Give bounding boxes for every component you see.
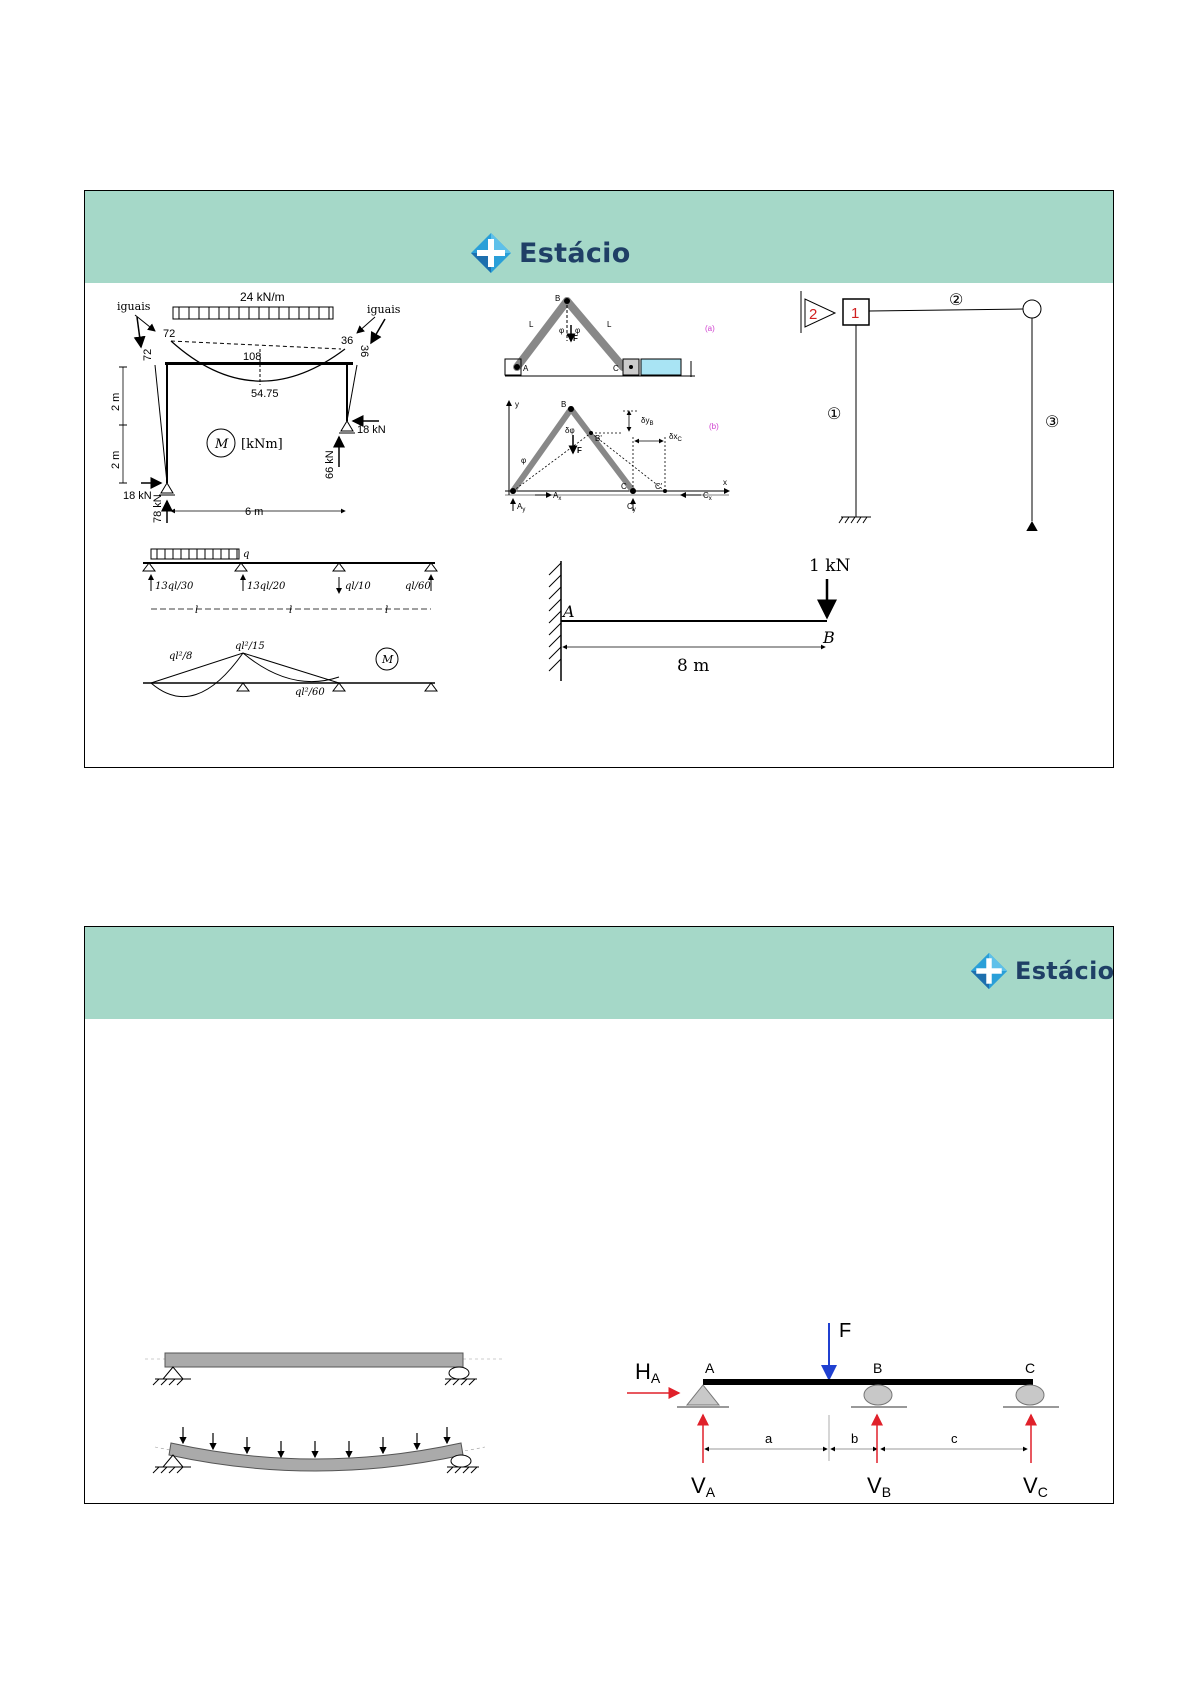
reaction-VC-label: VC (1023, 1473, 1048, 1499)
moment-m3: ql²/60 (295, 687, 325, 698)
dim-b-label: b (851, 1431, 859, 1446)
reaction-78: 78 kN (152, 494, 164, 523)
reaction-r4: ql/60 (405, 581, 431, 592)
span-l3: l (385, 605, 389, 616)
moment-m2: ql²/15 (235, 641, 265, 652)
brand-logo (469, 231, 631, 275)
moment-36-top: 36 (341, 335, 354, 347)
m-circle-2: M (382, 653, 394, 666)
moment-72-top: 72 (163, 328, 176, 340)
truss-a-B: B (555, 294, 561, 303)
truss-b-y: y (515, 400, 519, 409)
header-band-2 (85, 927, 1113, 1019)
dim-c-label: c (951, 1431, 958, 1446)
truss-a-phi2: φ (575, 326, 581, 335)
reaction-18-right: 18 kN (357, 424, 386, 436)
member-2-label: ② (949, 292, 964, 309)
truss-b-dxC: $\delta x_C$ (669, 432, 682, 443)
reaction-r2: 13ql/20 (247, 581, 286, 592)
truss-a-C: C (613, 364, 619, 373)
diamond-cross-icon (469, 231, 513, 275)
span-l2: l (289, 605, 293, 616)
truss-b-F: F (577, 446, 582, 455)
truss-b-B: B (561, 400, 567, 409)
force-F-label: F (839, 1320, 852, 1342)
span-label: 6 m (245, 506, 264, 518)
dim-top: 2 m (110, 392, 122, 411)
member-1-label: ① (827, 406, 842, 423)
continuous-beam-diagram (95, 543, 455, 713)
dim-a-label: a (765, 1431, 773, 1446)
moment-108: 108 (243, 351, 262, 363)
three-support-beam-diagram (625, 1313, 1095, 1499)
beam-deflection-diagram (145, 1343, 545, 1493)
reaction-r1: 13ql/30 (155, 581, 194, 592)
truss-b-C: C (621, 482, 627, 491)
truss-b-phi: φ (521, 456, 527, 465)
portal-frame-diagram (791, 291, 1091, 531)
cantilever-diagram (541, 551, 881, 691)
truss-b-dyB: $\delta y_B$ (641, 416, 654, 427)
brand-name: Estácio (519, 237, 631, 269)
truss-mechanism-a (495, 291, 725, 391)
truss-a-L1: L (529, 320, 534, 329)
truss-a-phi1: φ (559, 326, 565, 335)
frame-moment-diagram (95, 287, 455, 527)
truss-b-Ay: $A_y$ (517, 502, 526, 513)
slide-2 (84, 926, 1114, 1504)
iguais-right-label: iguais (367, 303, 401, 316)
m-circle-label: M (215, 437, 229, 452)
reaction-66: 66 kN (324, 450, 336, 479)
slide-1 (84, 190, 1114, 768)
truss-b-Ax: $A_x$ (553, 491, 562, 502)
cantilever-load: 1 kN (809, 556, 851, 576)
member-3-label: ③ (1045, 414, 1060, 431)
truss-mechanism-b (495, 395, 735, 515)
cantilever-A: A (563, 602, 575, 621)
point-C-label: C (1025, 1360, 1036, 1376)
reaction-18-left: 18 kN (123, 490, 152, 502)
moment-m1: ql²/8 (169, 651, 193, 662)
dim-bottom: 2 m (110, 450, 122, 469)
truss-a-tag: (a) (705, 324, 715, 333)
point-B-label: B (873, 1360, 883, 1376)
moment-72-side: 72 (142, 348, 154, 361)
iguais-left-label: iguais (117, 300, 151, 313)
truss-b-C2: C' (655, 482, 663, 491)
truss-b-B2: B' (595, 434, 602, 443)
span-l1: l (195, 605, 199, 616)
truss-b-tag: (b) (709, 422, 719, 431)
truss-a-L2: L (607, 320, 612, 329)
cantilever-length: 8 m (677, 656, 710, 676)
diamond-cross-icon (969, 951, 1009, 991)
moment-5475: 54.75 (251, 388, 279, 400)
force-HA-label: HA (635, 1359, 661, 1386)
brand-name-2: Estácio (1015, 957, 1115, 985)
truss-b-Cx: $C_x$ (703, 491, 712, 502)
reaction-VB-label: VB (867, 1473, 892, 1499)
truss-b-Cy: $C_y$ (627, 502, 636, 513)
cantilever-B: B (823, 628, 835, 647)
truss-a-A: A (523, 364, 529, 373)
distributed-load (173, 307, 333, 319)
moment-36-side: 36 (358, 345, 370, 358)
node-2-label: 2 (809, 306, 818, 323)
reaction-VA-label: VA (691, 1473, 716, 1499)
load-label: 24 kN/m (240, 290, 285, 304)
point-A-label: A (705, 1360, 715, 1376)
node-1-label: 1 (851, 305, 860, 322)
truss-b-x: x (723, 478, 727, 487)
q-label: q (243, 549, 250, 560)
brand-logo-2 (969, 951, 1114, 991)
reaction-r3: ql/10 (345, 581, 371, 592)
unit-label: [kNm] (241, 437, 283, 452)
truss-b-dphi: δφ (565, 426, 575, 435)
truss-a-F: F (573, 334, 578, 343)
